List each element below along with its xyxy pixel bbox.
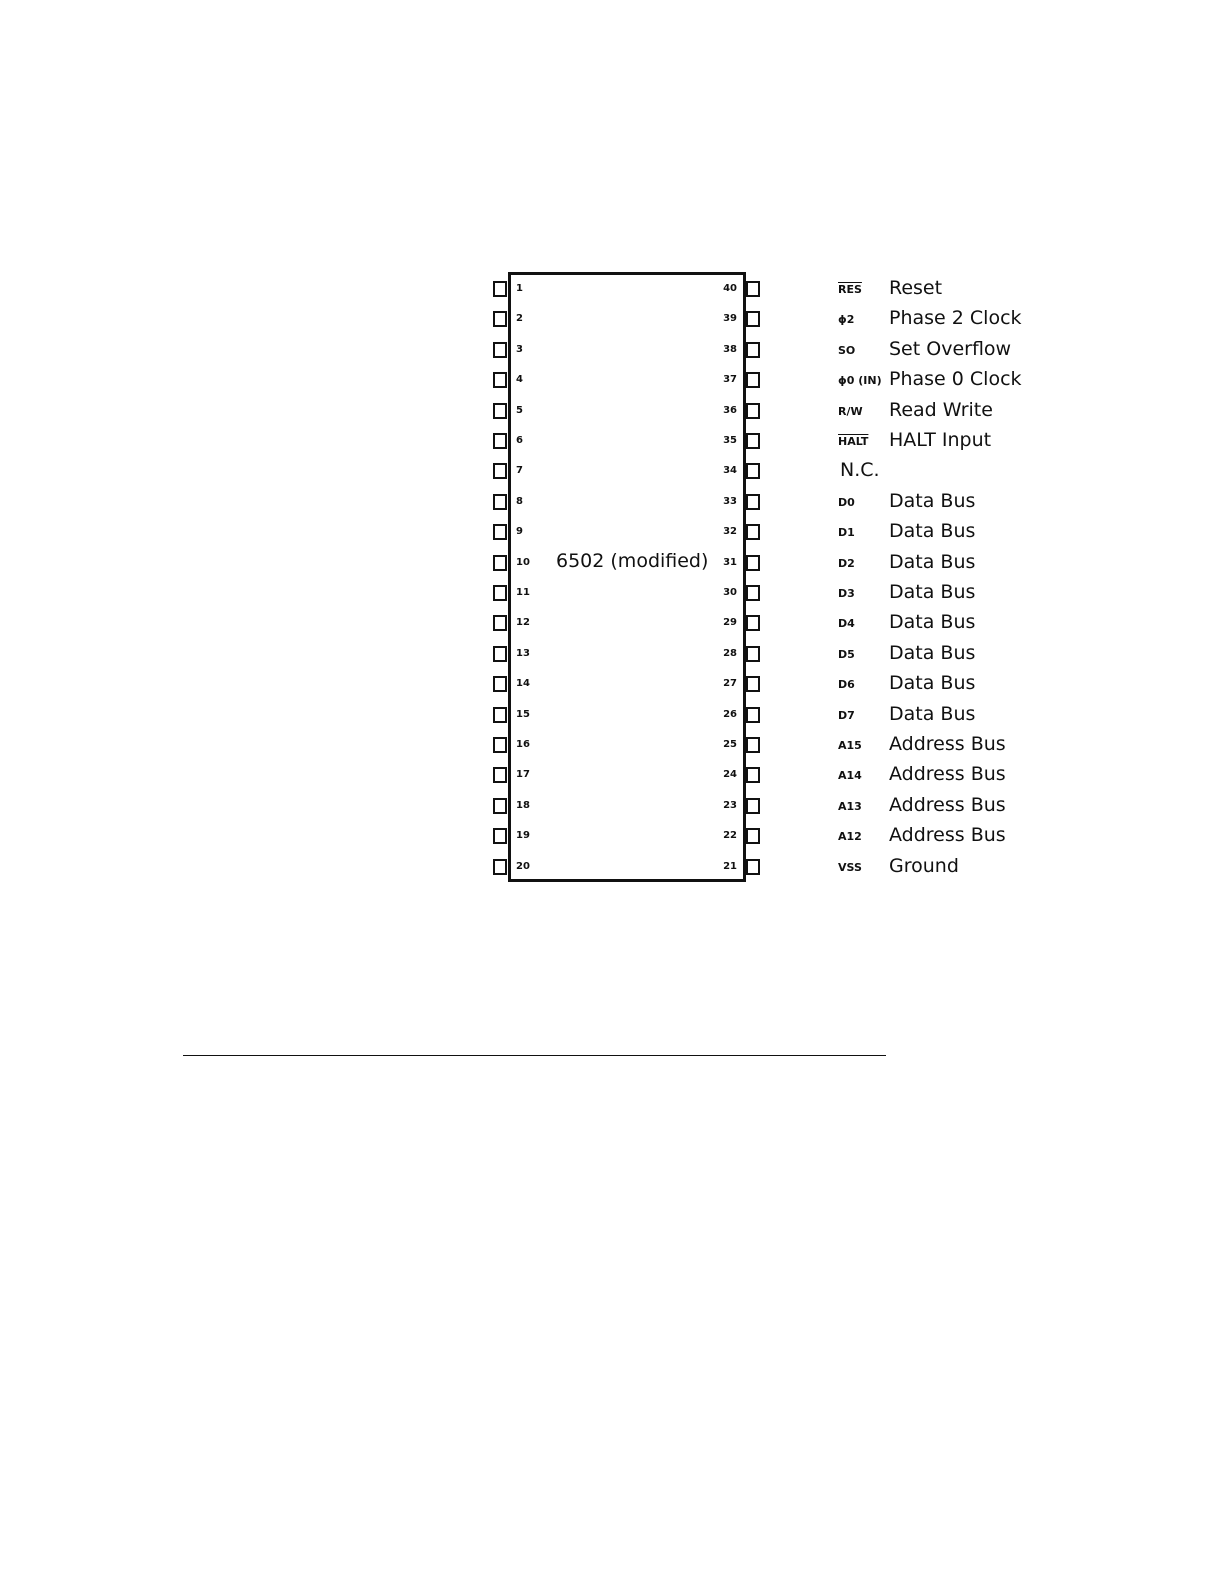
- pin-pad: [746, 676, 760, 692]
- pin-signal: D7: [838, 708, 855, 722]
- pin-pad: [746, 555, 760, 571]
- pin-row-right: [0, 549, 1224, 577]
- pin-number: 14: [516, 678, 530, 690]
- pin-number: 9: [516, 526, 523, 538]
- pin-number: 11: [516, 587, 530, 598]
- pin-number: 26: [723, 708, 737, 720]
- pin-number: 36: [723, 404, 737, 416]
- pin-description: Data Bus: [889, 489, 976, 512]
- pin-row-right: [0, 336, 1224, 364]
- pin-number: 40: [723, 283, 737, 294]
- pin-number: 17: [516, 769, 530, 781]
- pin-description: Data Bus: [889, 611, 976, 634]
- pin-description: Data Bus: [889, 550, 976, 573]
- pin-number: 6: [516, 435, 523, 446]
- pin-row-right: [0, 640, 1224, 668]
- pin-signal: ϕ0 (IN): [838, 374, 882, 388]
- pin-description: Data Bus: [889, 581, 976, 603]
- pin-pad: [746, 737, 760, 753]
- pin-signal: D4: [838, 617, 855, 631]
- pin-number: 29: [723, 617, 737, 629]
- pin-number: 35: [723, 435, 737, 446]
- pin-row-right: [0, 853, 1224, 881]
- pin-number: 2: [516, 313, 523, 325]
- pin-row-right: [0, 822, 1224, 850]
- pin-pad: [746, 342, 760, 358]
- pin-signal: D1: [838, 526, 855, 540]
- pin-number: 31: [723, 556, 737, 568]
- pin-row-right: [0, 792, 1224, 820]
- pin-number: 34: [723, 465, 737, 477]
- pin-description: Data Bus: [889, 702, 976, 725]
- pin-signal: A15: [838, 739, 862, 752]
- pin-signal: D6: [838, 678, 855, 692]
- pin-pad: [746, 707, 760, 723]
- pin-number: 27: [723, 678, 737, 690]
- pin-number: 7: [516, 465, 523, 477]
- pin-number: 39: [723, 313, 737, 325]
- pin-pad: [746, 524, 760, 540]
- pin-description: Phase 0 Clock: [889, 368, 1022, 391]
- pin-row-right: [0, 457, 1224, 485]
- pin-pad: [746, 372, 760, 388]
- pin-number: 25: [723, 739, 737, 750]
- pin-pad: [746, 311, 760, 327]
- pin-number: 24: [723, 769, 737, 781]
- pin-row-right: [0, 518, 1224, 546]
- pin-number: 10: [516, 556, 530, 568]
- pin-row-right: [0, 427, 1224, 455]
- pin-row-right: [0, 761, 1224, 789]
- pin-number: 8: [516, 495, 523, 507]
- pin-row-right: [0, 275, 1224, 303]
- pin-description: Address Bus: [889, 824, 1006, 847]
- pin-pad: [746, 767, 760, 783]
- pin-signal: A12: [838, 830, 862, 844]
- pin-signal: HALT: [838, 435, 869, 448]
- pin-row-right: [0, 305, 1224, 333]
- pin-number: 30: [723, 587, 737, 598]
- pin-description: Data Bus: [889, 641, 976, 664]
- pin-pad: [746, 585, 760, 601]
- pin-description: Address Bus: [889, 763, 1006, 786]
- pin-signal: A13: [838, 799, 862, 813]
- pin-number: 4: [516, 374, 523, 386]
- pin-description: Address Bus: [889, 733, 1006, 755]
- pin-number: 22: [723, 830, 737, 842]
- pin-signal: D3: [838, 587, 855, 600]
- pin-pad: [746, 646, 760, 662]
- chip-label: 6502 (modified): [556, 550, 709, 572]
- pin-signal: VSS: [838, 860, 862, 874]
- pin-pad: [746, 463, 760, 479]
- pin-signal: $\overline{RES}$: [838, 283, 862, 296]
- pin-pad: [746, 433, 760, 449]
- pin-pad: [746, 281, 760, 297]
- pin-number: 15: [516, 708, 530, 720]
- pin-signal: A14: [838, 769, 862, 783]
- pin-description: Data Bus: [889, 520, 976, 543]
- pin-number: 38: [723, 343, 737, 355]
- pin-description: Reset: [889, 277, 943, 299]
- pin-number: 33: [723, 495, 737, 507]
- pin-pad: [746, 859, 760, 875]
- pin-pad: [746, 494, 760, 510]
- pin-number: 3: [516, 343, 523, 355]
- pin-signal: R/W: [838, 404, 863, 418]
- pin-row-right: [0, 488, 1224, 516]
- pin-description: Read Write: [889, 398, 993, 421]
- pin-signal: D2: [838, 556, 855, 570]
- pin-number: 1: [516, 283, 523, 294]
- horizontal-rule: [183, 1055, 886, 1056]
- pin-description: HALT Input: [889, 429, 992, 451]
- pin-description: Phase 2 Clock: [889, 307, 1022, 330]
- pin-number: 16: [516, 739, 530, 750]
- pin-number: 12: [516, 617, 530, 629]
- pin-row-right: [0, 366, 1224, 394]
- pin-description: Ground: [889, 854, 959, 877]
- pin-number: 28: [723, 647, 737, 659]
- pin-number: 23: [723, 799, 737, 811]
- pin-row-right: [0, 579, 1224, 607]
- pin-number: 13: [516, 647, 530, 659]
- pin-row-right: [0, 731, 1224, 759]
- pin-row-right: [0, 609, 1224, 637]
- pin-number: 21: [723, 860, 737, 872]
- pin-number: 5: [516, 404, 523, 416]
- pin-pad: [746, 798, 760, 814]
- pin-pad: [746, 828, 760, 844]
- pin-row-right: [0, 701, 1224, 729]
- pin-number: 37: [723, 374, 737, 386]
- pin-description: Data Bus: [889, 672, 976, 695]
- pin-number: 32: [723, 526, 737, 538]
- pin-signal: ϕ2: [838, 313, 855, 327]
- pin-number: 20: [516, 860, 530, 872]
- pin-row-right: [0, 670, 1224, 698]
- pin-description: N.C.: [840, 459, 880, 482]
- pin-number: 18: [516, 799, 530, 811]
- pin-pad: [746, 615, 760, 631]
- pin-description: Set Overflow: [889, 337, 1012, 360]
- pin-signal: D5: [838, 647, 855, 661]
- pin-pad: [746, 403, 760, 419]
- pin-row-right: [0, 397, 1224, 425]
- pin-signal: SO: [838, 343, 856, 357]
- pin-signal: D0: [838, 495, 855, 509]
- pin-description: Address Bus: [889, 793, 1006, 816]
- pin-number: 19: [516, 830, 530, 842]
